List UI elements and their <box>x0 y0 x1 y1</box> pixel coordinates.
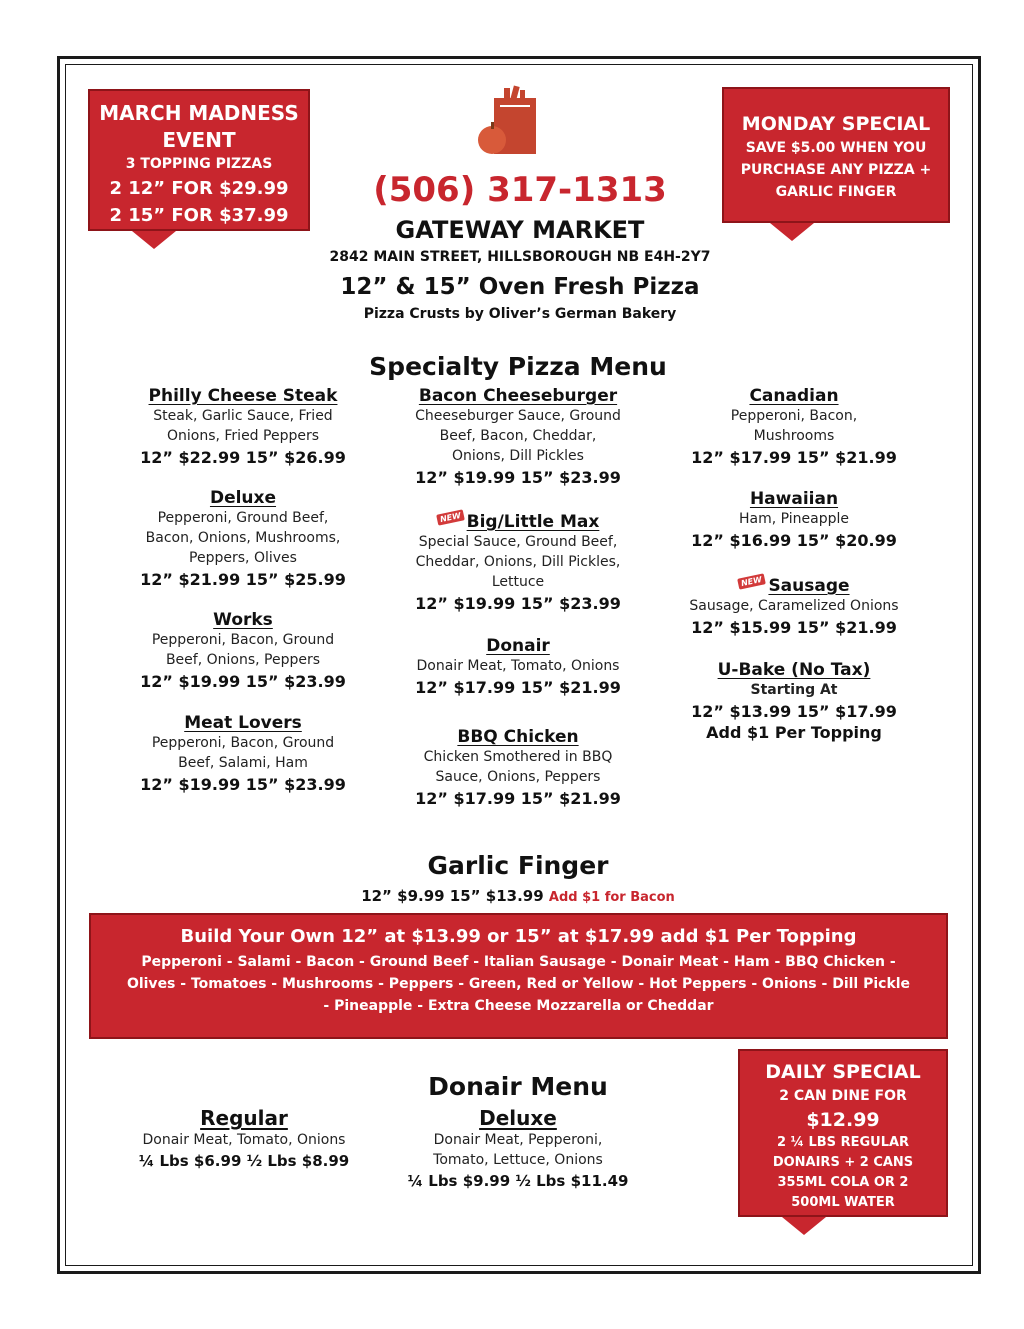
toppings-line1: Pepperoni - Salami - Bacon - Ground Beef - Italian Sausage - Donair Meat - Ham - BBQ Chicken - <box>141 954 896 970</box>
build-your-own-banner <box>89 913 948 1039</box>
specialty-menu-title: Specialty Pizza Menu <box>369 352 667 381</box>
march-madness-tail <box>132 231 176 249</box>
item-desc: Sausage, Caramelized Onions <box>689 598 899 614</box>
item-name-row <box>398 512 638 532</box>
item-name-row <box>674 576 914 596</box>
item-name: BBQ Chicken <box>457 727 579 747</box>
toppings-line3: - Pineapple - Extra Cheese Mozzarella or Cheddar <box>323 998 714 1014</box>
daily-special-line1: 2 CAN DINE FOR <box>779 1088 907 1104</box>
daily-special-title: DAILY SPECIAL <box>765 1061 921 1083</box>
item-price: 12” $16.99 15” $20.99 <box>691 531 897 550</box>
march-madness-title: MARCH MADNESS <box>99 101 299 125</box>
garlic-finger-title: Garlic Finger <box>427 851 609 880</box>
monday-special-line1: SAVE $5.00 WHEN YOU <box>745 140 927 156</box>
menu-item-meat-lovers <box>123 713 363 794</box>
item-name: Meat Lovers <box>184 713 302 733</box>
item-desc: Onions, Dill Pickles <box>452 448 584 464</box>
menu-item-donair <box>398 636 638 697</box>
item-desc: Ham, Pineapple <box>738 511 849 527</box>
item-name: Hawaiian <box>749 489 839 509</box>
donair-regular-desc: Donair Meat, Tomato, Onions <box>142 1132 346 1148</box>
menu-item-sausage <box>674 576 914 637</box>
item-desc: Pepperoni, Ground Beef, <box>157 510 329 526</box>
daily-special-line3: DONAIRS + 2 CANS <box>772 1155 914 1170</box>
menu-item-bacon-cheeseburger <box>398 386 638 487</box>
item-desc: Pepperoni, Bacon, <box>730 408 858 424</box>
march-madness-callout <box>88 89 310 231</box>
item-price: 12” $22.99 15” $26.99 <box>140 448 346 467</box>
daily-special-tail <box>782 1217 826 1235</box>
march-madness-offer-12: 2 12” FOR $29.99 <box>109 178 289 199</box>
new-badge-icon: NEW <box>436 510 465 526</box>
item-desc: Pepperoni, Bacon, Ground <box>151 735 335 751</box>
item-price: 12” $13.99 15” $17.99 <box>691 702 897 721</box>
monday-special-title: MONDAY SPECIAL <box>741 113 931 135</box>
tagline: 12” & 15” Oven Fresh Pizza <box>340 274 700 300</box>
new-badge-icon: NEW <box>738 574 767 590</box>
menu-item-canadian <box>674 386 914 467</box>
item-price: 12” $17.99 15” $21.99 <box>415 678 621 697</box>
item-price: 12” $17.99 15” $21.99 <box>691 448 897 467</box>
donair-deluxe-desc: Tomato, Lettuce, Onions <box>433 1152 603 1168</box>
menu-item-bbq-chicken <box>398 727 638 808</box>
item-desc: Cheddar, Onions, Dill Pickles, <box>415 554 621 570</box>
monday-special-line2: PURCHASE ANY PIZZA + <box>740 162 932 178</box>
monday-special-tail <box>770 223 814 241</box>
item-desc: Chicken Smothered in BBQ <box>423 749 613 765</box>
donair-deluxe-price: ¼ Lbs $9.99 ½ Lbs $11.49 <box>407 1172 629 1190</box>
menu-item-works <box>123 610 363 691</box>
item-name: Deluxe <box>209 488 277 508</box>
menu-item-hawaiian <box>674 489 914 550</box>
daily-special-callout <box>738 1049 948 1217</box>
monday-special-line3: GARLIC FINGER <box>775 184 897 200</box>
item-desc: Beef, Salami, Ham <box>178 755 308 771</box>
grocery-bag-icon <box>476 84 546 156</box>
item-name: Bacon Cheeseburger <box>418 386 618 406</box>
item-desc: Sauce, Onions, Peppers <box>435 769 601 785</box>
item-desc: Cheeseburger Sauce, Ground <box>415 408 621 424</box>
item-name: Canadian <box>749 386 839 406</box>
item-desc: Steak, Garlic Sauce, Fried <box>153 408 333 424</box>
build-your-own-title: Build Your Own 12” at $13.99 or 15” at $17.99 add $1 Per Topping <box>180 926 857 947</box>
item-desc: Donair Meat, Tomato, Onions <box>416 658 620 674</box>
daily-special-line2: 2 ¼ LBS REGULAR <box>776 1135 910 1150</box>
toppings-line2: Olives - Tomatoes - Mushrooms - Peppers - Green, Red or Yellow - Hot Peppers - Onions - Dill Pickle <box>126 976 911 992</box>
item-name: Philly Cheese Steak <box>148 386 338 406</box>
donair-regular <box>114 1106 374 1170</box>
item-desc: Bacon, Onions, Mushrooms, <box>145 530 341 546</box>
march-madness-event: EVENT <box>162 128 236 152</box>
daily-special-line4: 355ML COLA OR 2 <box>777 1175 909 1190</box>
donair-regular-price: ¼ Lbs $6.99 ½ Lbs $8.99 <box>138 1152 350 1170</box>
daily-special-line5: 500ML WATER <box>791 1195 895 1210</box>
item-name: U-Bake (No Tax) <box>717 660 871 680</box>
item-price: 12” $19.99 15” $23.99 <box>140 775 346 794</box>
item-price: 12” $21.99 15” $25.99 <box>140 570 346 589</box>
store-name: GATEWAY MARKET <box>395 216 645 244</box>
donair-deluxe-desc: Donair Meat, Pepperoni, <box>433 1132 603 1148</box>
item-desc: Starting At <box>750 682 838 698</box>
item-desc: Beef, Onions, Peppers <box>165 652 321 668</box>
crust-note: Pizza Crusts by Oliver’s German Bakery <box>363 306 677 322</box>
donair-regular-name: Regular <box>200 1106 288 1130</box>
menu-item-deluxe <box>123 488 363 589</box>
item-desc: Lettuce <box>491 574 545 590</box>
donair-menu-title: Donair Menu <box>428 1072 608 1101</box>
phone-number: (506) 317-1313 <box>373 170 667 210</box>
item-name: Big/Little Max <box>466 512 600 532</box>
item-desc: Mushrooms <box>753 428 835 444</box>
menu-item-philly-cheese-steak <box>123 386 363 467</box>
item-extra: Add $1 Per Topping <box>706 723 882 742</box>
item-desc: Beef, Bacon, Cheddar, <box>439 428 597 444</box>
donair-deluxe <box>388 1106 648 1190</box>
garlic-finger-section <box>318 848 718 910</box>
menu-item-big-little-max <box>398 512 638 613</box>
garlic-finger-price-row <box>318 884 718 910</box>
item-desc: Pepperoni, Bacon, Ground <box>151 632 335 648</box>
garlic-finger-price: 12” $9.99 15” $13.99 <box>361 887 544 905</box>
item-name: Donair <box>486 636 550 656</box>
march-madness-offer-15: 2 15” FOR $37.99 <box>109 205 289 226</box>
item-desc: Onions, Fried Peppers <box>166 428 320 444</box>
march-madness-subtitle: 3 TOPPING PIZZAS <box>125 156 273 172</box>
item-price: 12” $15.99 15” $21.99 <box>691 618 897 637</box>
store-address: 2842 MAIN STREET, HILLSBOROUGH NB E4H-2Y7 <box>329 249 711 265</box>
item-desc: Special Sauce, Ground Beef, <box>418 534 618 550</box>
menu-item-u-bake <box>674 660 914 742</box>
item-price: 12” $19.99 15” $23.99 <box>140 672 346 691</box>
daily-special-price: $12.99 <box>806 1109 880 1131</box>
item-price: 12” $17.99 15” $21.99 <box>415 789 621 808</box>
item-price: 12” $19.99 15” $23.99 <box>415 594 621 613</box>
monday-special-callout <box>722 87 950 223</box>
item-name: Sausage <box>768 576 850 596</box>
donair-deluxe-name: Deluxe <box>479 1106 557 1130</box>
garlic-finger-addon: Add $1 for Bacon <box>548 890 675 905</box>
item-price: 12” $19.99 15” $23.99 <box>415 468 621 487</box>
item-name: Works <box>213 610 273 630</box>
item-desc: Peppers, Olives <box>189 550 297 566</box>
